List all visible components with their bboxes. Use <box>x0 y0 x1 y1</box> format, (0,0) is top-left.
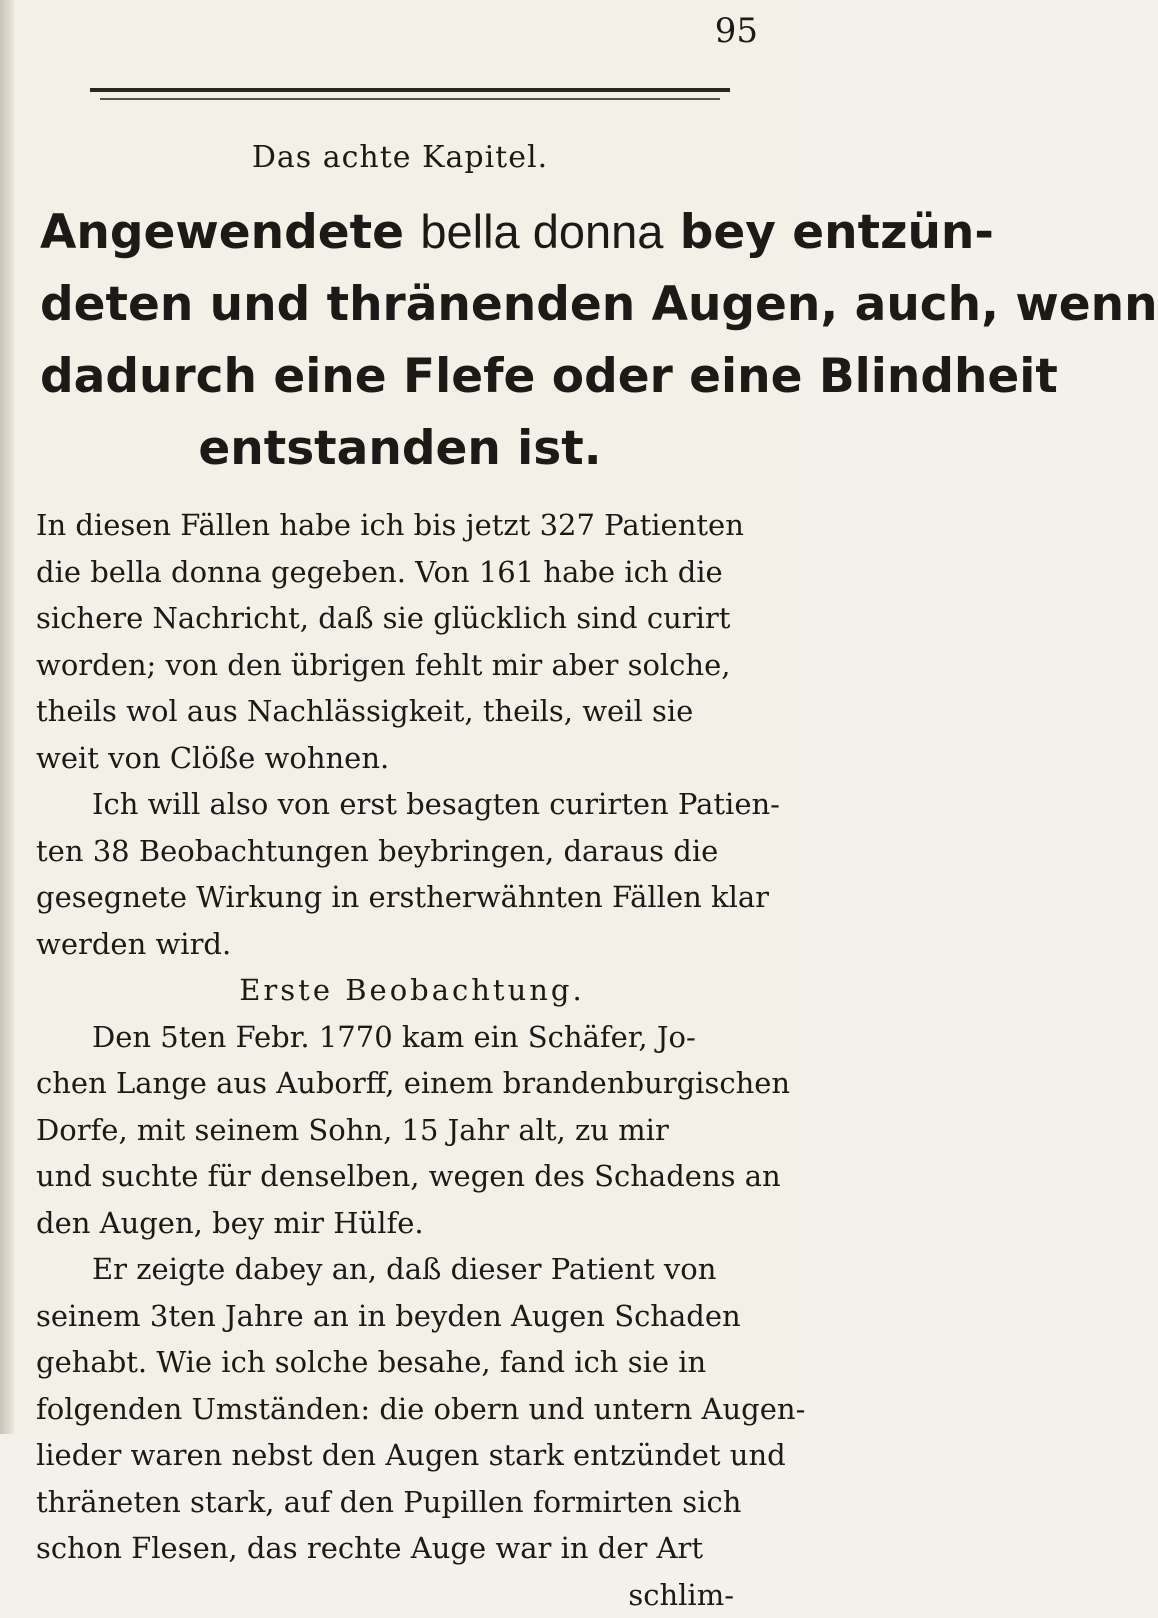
body-line: gesegnete Wirkung in erstherwähnten Fällen klar <box>36 874 788 921</box>
title-line-1-start: Angewendete <box>40 205 420 260</box>
body-line: seinem 3ten Jahre an in beyden Augen Schaden <box>36 1293 788 1340</box>
chapter-heading: Das achte Kapitel. <box>0 140 800 175</box>
title-line-1-end: bey entzün- <box>663 205 993 260</box>
body-line: Dorfe, mit seinem Sohn, 15 Jahr alt, zu mir <box>36 1107 788 1154</box>
body-line: weit von Clöße wohnen. <box>36 735 788 782</box>
observation-heading: Erste Beobachtung. <box>36 967 788 1014</box>
section-title <box>40 196 760 485</box>
body-line: und suchte für denselben, wegen des Schadens an <box>36 1153 788 1200</box>
body-line: In diesen Fällen habe ich bis jetzt 327 Patienten <box>36 502 788 549</box>
title-line-3: dadurch eine Flefe oder eine Blindheit <box>40 341 760 413</box>
body-line: sichere Nachricht, daß sie glücklich sind curirt <box>36 595 788 642</box>
body-line: thräneten stark, auf den Pupillen formirten sich <box>36 1479 788 1526</box>
body-line: Den 5ten Febr. 1770 kam ein Schäfer, Jo- <box>36 1014 788 1061</box>
body-line: den Augen, bey mir Hülfe. <box>36 1200 788 1247</box>
body-line: gehabt. Wie ich solche besahe, fand ich sie in <box>36 1339 788 1386</box>
page-number: 95 <box>715 14 758 48</box>
body-line: ten 38 Beobachtungen beybringen, daraus die <box>36 828 788 875</box>
body-line: lieder waren nebst den Augen stark entzündet und <box>36 1432 788 1479</box>
body-line: chen Lange aus Auborff, einem brandenburgischen <box>36 1060 788 1107</box>
body-line: werden wird. <box>36 921 788 968</box>
title-line-2: deten und thränenden Augen, auch, wenn <box>40 269 760 341</box>
title-line-4: entstanden ist. <box>40 413 760 485</box>
body-line: Ich will also von erst besagten curirten Patien- <box>36 781 788 828</box>
binding-edge <box>0 0 14 1434</box>
body-line: folgenden Umständen: die obern und untern Augen- <box>36 1386 788 1433</box>
body-line: worden; von den übrigen fehlt mir aber solche, <box>36 642 788 689</box>
body-line: Er zeigte dabey an, daß dieser Patient von <box>36 1246 788 1293</box>
body-line: die bella donna gegeben. Von 161 habe ich die <box>36 549 788 596</box>
header-rule-thick <box>90 88 730 92</box>
catchword: schlim- <box>36 1572 788 1618</box>
body-line: theils wol aus Nachlässigkeit, theils, weil sie <box>36 688 788 735</box>
title-line-1 <box>40 196 760 269</box>
body-line: schon Flesen, das rechte Auge war in der Art <box>36 1525 788 1572</box>
body-text <box>36 502 788 1618</box>
title-latin-term: bella donna <box>420 205 663 258</box>
header-rule-thin <box>100 98 720 100</box>
